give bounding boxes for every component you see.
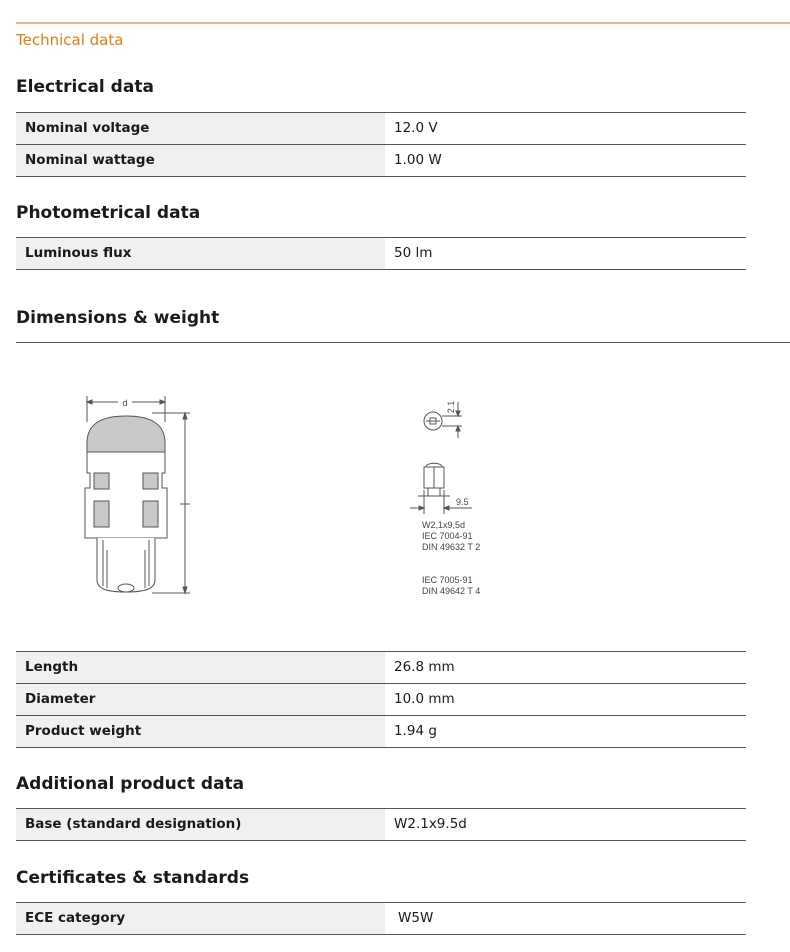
- table-row: [16, 238, 746, 270]
- base-dimension-drawing: [410, 390, 550, 605]
- table-row: [16, 113, 746, 145]
- row-label: Luminous flux: [16, 238, 385, 269]
- row-value: 26.8 mm: [394, 659, 455, 675]
- section-title-electrical: Electrical data: [16, 77, 154, 97]
- table-row: [16, 809, 746, 841]
- spec-line: IEC 7005-91: [422, 575, 473, 585]
- additional-table: [16, 808, 746, 841]
- row-label: Nominal wattage: [16, 145, 385, 176]
- table-row: [16, 903, 746, 935]
- section-title-additional: Additional product data: [16, 774, 245, 794]
- spec-line: DIN 49632 T 2: [422, 542, 481, 552]
- top-accent-rule: [16, 22, 790, 24]
- table-row: [16, 716, 746, 748]
- row-label: Base (standard designation): [16, 809, 385, 840]
- dimension-9-5-label: 9.5: [456, 497, 469, 507]
- table-row: [16, 145, 746, 177]
- table-row: [16, 652, 746, 684]
- section-divider: [16, 342, 790, 343]
- certificates-table: [16, 902, 746, 935]
- row-value: W5W: [398, 910, 434, 926]
- dimension-d-label: d: [122, 398, 128, 408]
- row-label: Product weight: [16, 716, 385, 747]
- spec-line: IEC 7004-91: [422, 531, 473, 541]
- section-title-certificates: Certificates & standards: [16, 868, 250, 888]
- row-label: Length: [16, 652, 385, 683]
- dimension-2-1-label: 2.1: [446, 400, 456, 414]
- section-title-dimensions: Dimensions & weight: [16, 308, 220, 328]
- bulb-dimension-drawing: [70, 388, 210, 603]
- spec-line: W2,1x9,5d: [422, 520, 466, 530]
- row-value: W2.1x9.5d: [394, 816, 467, 832]
- row-label: Nominal voltage: [16, 113, 385, 144]
- row-value: 1.94 g: [394, 723, 437, 739]
- table-row: [16, 684, 746, 716]
- section-title-photometrical: Photometrical data: [16, 203, 201, 223]
- row-label: Diameter: [16, 684, 385, 715]
- row-label: ECE category: [16, 903, 385, 934]
- row-value: 1.00 W: [394, 152, 442, 168]
- row-value: 12.0 V: [394, 120, 438, 136]
- dimensions-table: [16, 651, 746, 748]
- page-heading: Technical data: [16, 31, 124, 49]
- row-value: 50 lm: [394, 245, 433, 261]
- spec-line: DIN 49642 T 4: [422, 586, 481, 596]
- electrical-table: [16, 112, 746, 177]
- photometrical-table: [16, 237, 746, 270]
- row-value: 10.0 mm: [394, 691, 455, 707]
